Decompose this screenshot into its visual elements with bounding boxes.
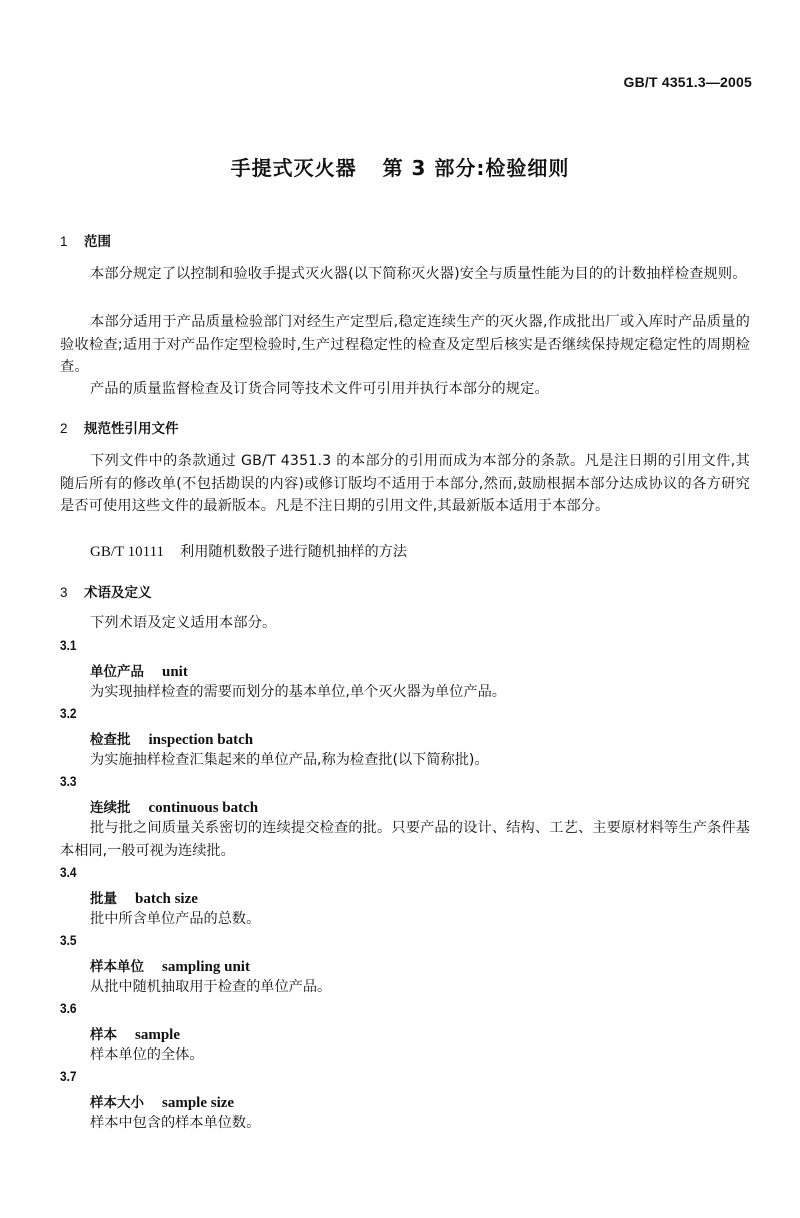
scope-paragraph-1: 本部分规定了以控制和验收手提式灭火器(以下简称灭火器)安全与质量性能为目的的计数抽样检查规则。 [90,266,747,282]
clause-number: 3.3 [60,773,77,789]
section-heading-scope: 1 范围 [60,234,111,250]
terms-intro: 下列术语及定义适用本部分。 [90,615,277,631]
clause-number: 3.5 [60,932,77,948]
term-definition: 样本单位的全体。 [90,1047,204,1063]
document-title [0,152,800,181]
term-heading: 样本单位 sampling unit [90,959,250,975]
clause-number: 3.2 [60,705,77,721]
term-heading: 样本大小 sample size [90,1095,235,1111]
term-heading: 样本 sample [90,1027,180,1043]
term-heading: 单位产品 unit [90,664,188,680]
reference-item: GB/T 10111 利用随机数骰子进行随机抽样的方法 [90,544,408,560]
section-heading-normative-references: 2 规范性引用文件 [60,421,179,437]
term-definition: 为实现抽样检查的需要而划分的基本单位,单个灭火器为单位产品。 [90,684,506,700]
clause-number: 3.1 [60,637,77,653]
scope-paragraph-2: 本部分适用于产品质量检验部门对经生产定型后,稳定连续生产的灭火器,作成批出厂或入库时产品质量的验收检查;适用于对产品作定型检验时,生产过程稳定性的检查及定型后核实是否继续保持规定稳定性的周期检查。 [60,314,750,375]
section-heading-terms: 3 术语及定义 [60,585,152,601]
clause-number: 3.7 [60,1068,77,1084]
clause-number: 3.6 [60,1000,77,1016]
standard-code: GB/T 4351.3—2005 [623,74,752,90]
term-definition: 批与批之间质量关系密切的连续提交检查的批。只要产品的设计、结构、工艺、主要原材料等生产条件基本相同,一般可视为连续批。 [60,820,750,859]
clause-number: 3.4 [60,864,77,880]
title-part: 第 3 部分:检验细则 [382,156,570,180]
term-definition: 批中所含单位产品的总数。 [90,911,261,927]
term-heading: 连续批 continuous batch [90,800,259,816]
term-definition: 从批中随机抽取用于检查的单位产品。 [90,979,332,995]
references-paragraph: 下列文件中的条款通过 GB/T 4351.3 的本部分的引用而成为本部分的条款。凡是注日期的引用文件,其随后所有的修改单(不包括勘误的内容)或修订版均不适用于本部分,然而,鼓励根据本部分达成协议的各方研究是否可使用这些文件的最新版本。凡是不注日期的引用文件,其最新版本适用于本部分。 [60,453,750,514]
scope-paragraph-3: 产品的质量监督检查及订货合同等技术文件可引用并执行本部分的规定。 [90,381,549,397]
term-definition: 为实施抽样检查汇集起来的单位产品,称为检查批(以下简称批)。 [90,752,489,768]
term-heading: 批量 batch size [90,891,198,907]
term-definition: 样本中包含的样本单位数。 [90,1115,261,1131]
term-heading: 检查批 inspection batch [90,732,254,748]
title-main: 手提式灭火器 [230,156,357,180]
